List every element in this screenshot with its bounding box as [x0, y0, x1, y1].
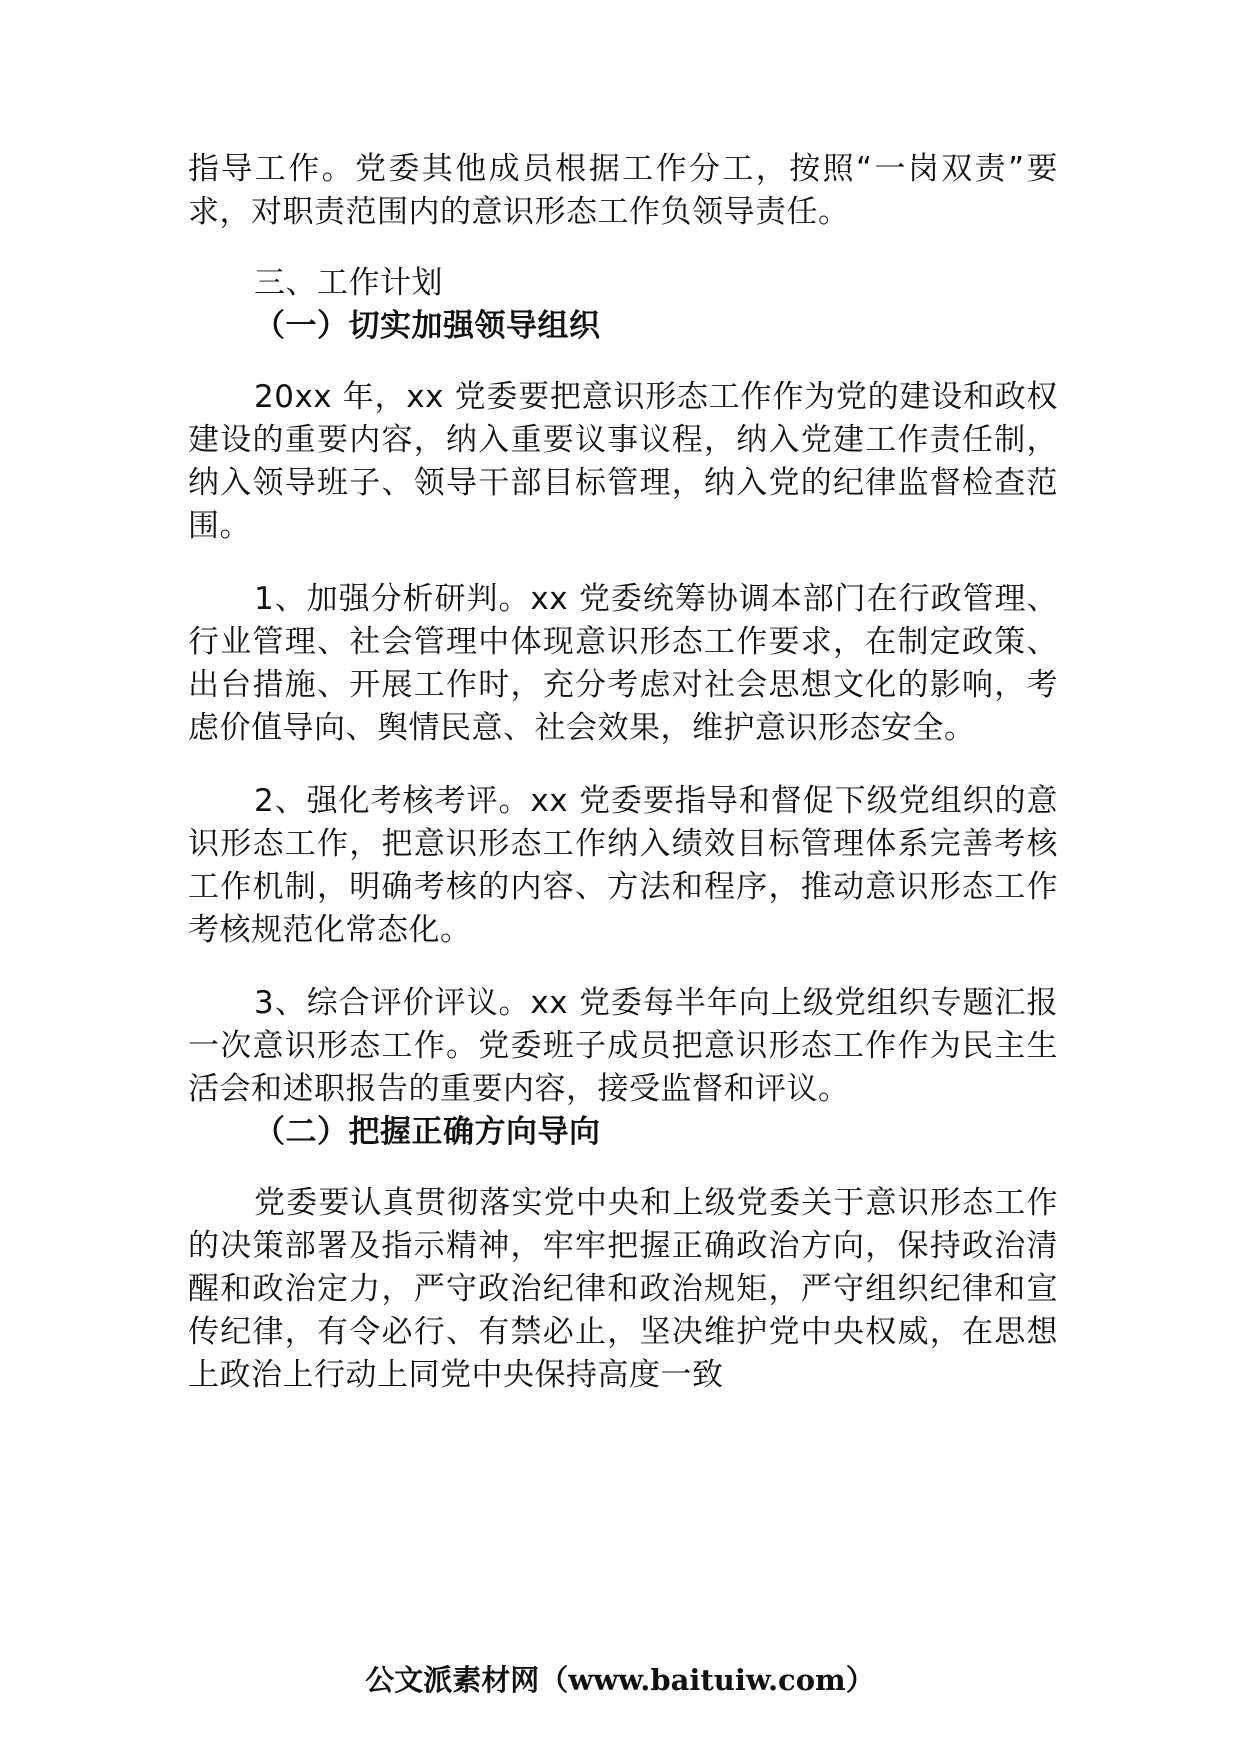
- section-title-work-plan: 三、工作计划: [254, 265, 443, 301]
- paragraph-direction: 党委要认真贯彻落实党中央和上级党委关于意识形态工作的决策部署及指示精神，牢牢把握正确政治方向，保持政治清醒和政治定力，严守政治纪律和政治规矩，严守组织纪律和宣传纪律，有令必行、有禁必止，坚决维护党中央权威，在思想上政治上行动上同党中央保持高度一致: [188, 1185, 1058, 1393]
- paragraph-annual-plan: 20xx 年，xx 党委要把意识形态工作作为党的建设和政权建设的重要内容，纳入重要议事议程，纳入党建工作责任制，纳入领导班子、领导干部目标管理，纳入党的纪律监督检查范围。: [188, 379, 1058, 544]
- subheading-strengthen-leadership: （一）切实加强领导组织: [254, 308, 601, 344]
- paragraph-item-1: 1、加强分析研判。xx 党委统筹协调本部门在行政管理、行业管理、社会管理中体现意识形态工作要求，在制定政策、出台措施、开展工作时，充分考虑对社会思想文化的影响，考虑价值导向、舆情民意、社会效果，维护意识形态安全。: [188, 581, 1058, 746]
- paragraph-item-2: 2、强化考核考评。xx 党委要指导和督促下级党组织的意识形态工作，把意识形态工作纳入绩效目标管理体系完善考核工作机制，明确考核的内容、方法和程序，推动意识形态工作考核规范化常态化。: [188, 783, 1058, 948]
- footer-source: 公文派素材网（www.baituiw.com）: [365, 1663, 875, 1697]
- subheading-correct-direction: （二）把握正确方向导向: [254, 1114, 601, 1150]
- paragraph-item-3: 3、综合评价评议。xx 党委每半年向上级党组织专题汇报一次意识形态工作。党委班子成员把意识形态工作作为民主生活会和述职报告的重要内容，接受监督和评议。: [188, 985, 1058, 1107]
- document-body: [188, 148, 1058, 1397]
- paragraph-continued: 指导工作。党委其他成员根据工作分工，按照“一岗双责”要求，对职责范围内的意识形态工作负领导责任。: [188, 151, 1058, 230]
